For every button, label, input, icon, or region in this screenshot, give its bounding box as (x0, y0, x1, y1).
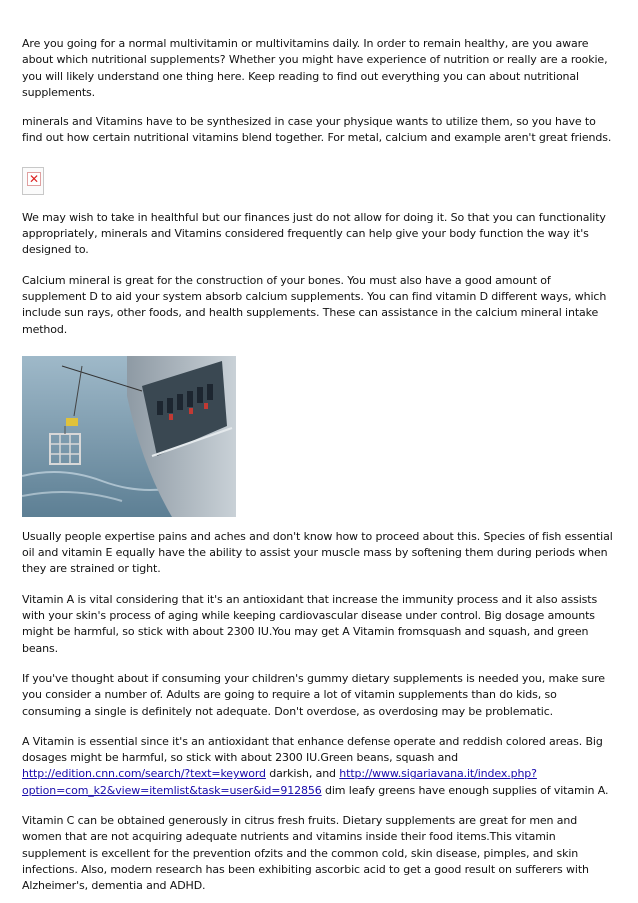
paragraph-8-text-1: A Vitamin is essential since it's an antioxidant that enhance defense operate and reddish colored areas. Big dosages might be harmful, so stick with about 2300 IU.Green beans, squash and (22, 734, 603, 765)
paragraph-1: Are you going for a normal multivitamin or multivitamins daily. In order to remain healthy, are you aware about which nutritional supplements? Whether you might have experience of nutrition or really are a rookie, you will likely understand one thing here. Keep reading to find out everything you can about nutritional supplements. (22, 37, 608, 99)
paragraph-3: We may wish to take in healthful but our finances just do not allow for doing it. So that you can functionality appropriately, minerals and Vitamins considered frequently can help give your body function the way it's designed to. (22, 210, 606, 257)
paragraph-8-text-3: dim leafy greens have enough supplies of vitamin A. (321, 783, 609, 797)
ship-photo (22, 356, 236, 517)
article (22, 36, 618, 895)
paragraph-6: Vitamin A is vital considering that it's an antioxidant that increase the immunity process and it also assists with your skin's process of aging while keeping cardiovascular disease under control. Big dosage amounts might be harmful, so stick with about 2300 IU.You may get A Vitamin fromsquash and squash, and green beans. (22, 592, 598, 655)
sigariavana-link[interactable]: http://www.sigariavana.it/index.php?option=com_k2&view=itemlist&task=user&id=912856 (22, 767, 537, 797)
broken-image (22, 167, 44, 195)
cnn-search-link[interactable]: http://edition.cnn.com/search/?text=keyword (22, 767, 266, 781)
paragraph-8 (22, 734, 618, 799)
paragraph-5: Usually people expertise pains and aches and don't know how to proceed about this. Species of fish essential oil and vitamin E equally have the ability to assist your muscle mass by softening them during periods when they are strained or tight. (22, 529, 613, 576)
paragraph-2: minerals and Vitamins have to be synthesized in case your physique wants to utilize them, so you have to find out how certain nutritional vitamins blend together. For metal, calcium and example aren't great friends. (22, 115, 612, 145)
paragraph-8-text-2: darkish, and (265, 767, 340, 781)
paragraph-9: Vitamin C can be obtained generously in citrus fresh fruits. Dietary supplements are great for men and women that are not acquiring adequate nutrients and vitamins inside their food items.This vitamin supplement is excellent for the prevention ofzits and the common cold, skin disease, pimples, and skin infections. Also, modern research has been exhibiting ascorbic acid to get a good result on sufferers with Alzheimer's, dementia and ADHD. (22, 814, 589, 893)
ship-photo-image (22, 356, 236, 517)
paragraph-7: If you've thought about if consuming your children's gummy dietary supplements is needed you, make sure you consider a number of. Adults are going to require a lot of vitamin supplements than do kids, so consuming a single is definitely not adequate. Don't overdose, as overdosing may be problematic. (22, 671, 605, 718)
broken-image-icon: ✕ (28, 171, 40, 186)
paragraph-4: Calcium mineral is great for the construction of your bones. You must also have a good amount of supplement D to aid your system absorb calcium supplements. You can find vitamin D different ways, which include sun rays, other foods, and health supplements. These can assistance in the calcium mineral intake method. (22, 273, 607, 336)
